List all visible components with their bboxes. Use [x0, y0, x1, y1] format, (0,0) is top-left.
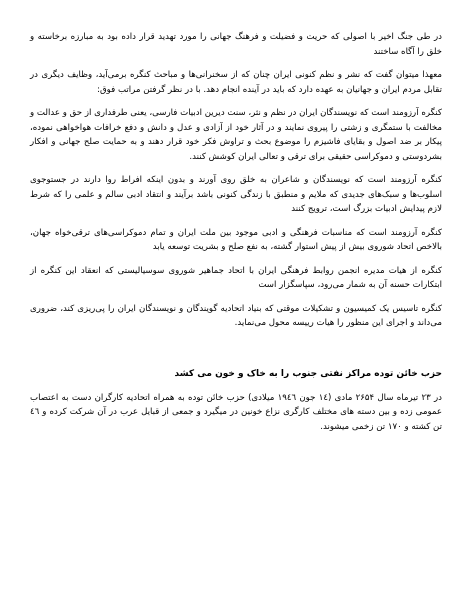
body-paragraph: کنگره آرزومند است که نویسندگان و شاعران به خلق روی آورند و بدون اینکه افراط روا دارند در جستوجوی اسلوب‌ها و سبک‌های جدیدی که ملایم و منطبق با زندگی کنونی باشد برآیند و انتقاد ادبی سالم و علمی را که شرط لازم پیدایش ادبیات بزرگ است، ترویج کنند — [30, 175, 442, 214]
body-paragraph: معهذا میتوان گفت که نشر و نظم کنونی ایران چنان که از سخنرانی‌ها و مباحث کنگره برمی‌آید، وظایف دیگری در تقابل مردم ایران و جهانیان به عهده دارد که باید در آینده انجام دهد. با در نظر گرفتن مراتب فوق: — [30, 70, 442, 95]
body-paragraph: در طی جنگ اخیر با اصولی که حریت و فضیلت و فرهنگ جهانی را مورد تهدید قرار داده بود به مبارزه برخاسته و خلق را آگاه ساختند — [30, 32, 442, 57]
body-paragraph: کنگره تاسیس یک کمیسیون و تشکیلات موقتی که بنیاد اتحادیه گویندگان و نویسندگان ایران را پی‌ریزی کند، ضروری می‌داند و اجرای این منظور را هیات رییسه محول می‌نماید. — [30, 303, 442, 328]
body-paragraph: کنگره آرزومند است که نویسندگان ایران در نظم و نثر، سنت دیرین ادبیات فارسی، یعنی طرفداری از حق و عدالت و مخالفت با ستمگری و زشتی را پیروی نمایند و در آثار خود از آزادی و عدل و دانش و دفع خرافات هواخواهی نموده، پیکار بر ضد اصول و بقایای فاشیزم را موضوع بحث و تراوش فکر خود قرار دهند و به حمایت صلح جهانی و افکار بشردوستی و دموکراسی حقیقی برای ترقی و تعالی ایران کوشش کنند. — [30, 108, 442, 162]
document-page — [30, 30, 442, 443]
body-paragraph: کنگره آرزومند است که مناسبات فرهنگی و ادبی موجود بین ملت ایران و تمام دموکراسی‌های ترقی‌خواه جهان، بالاخص اتحاد شوروی بیش از پیش استوار گشته، به نفع صلح و بشریت توسعه یابد — [30, 227, 442, 252]
body-paragraph: کنگره از هیات مدیره انجمن روابط فرهنگی ایران با اتحاد جماهیر شوروی سوسیالیستی که انعقاد این کنگره از ابتکارات حسنه آن به شمار می‌رود، سپاسگزار است — [30, 265, 442, 290]
section-heading: حزب خائن توده مراکز نفتی جنوب را به خاک و خون می کشد — [174, 368, 442, 379]
section-paragraph: در ۲۳ تیرماه سال ۲۶۵۴ مادی (۱٤ جون ۱۹٤٦ میلادی) حزب خائن توده به همراه اتحادیه کارگران دست به اعتصاب عمومی زده و بین دسته های مختلف کارگری نزاع خونین در میگیرد و جمعی از قبایل عرب در آن شرکت کرده و ٤٦ تن کشته و ۱۷۰ تن زخمی میشوند. — [30, 392, 442, 432]
